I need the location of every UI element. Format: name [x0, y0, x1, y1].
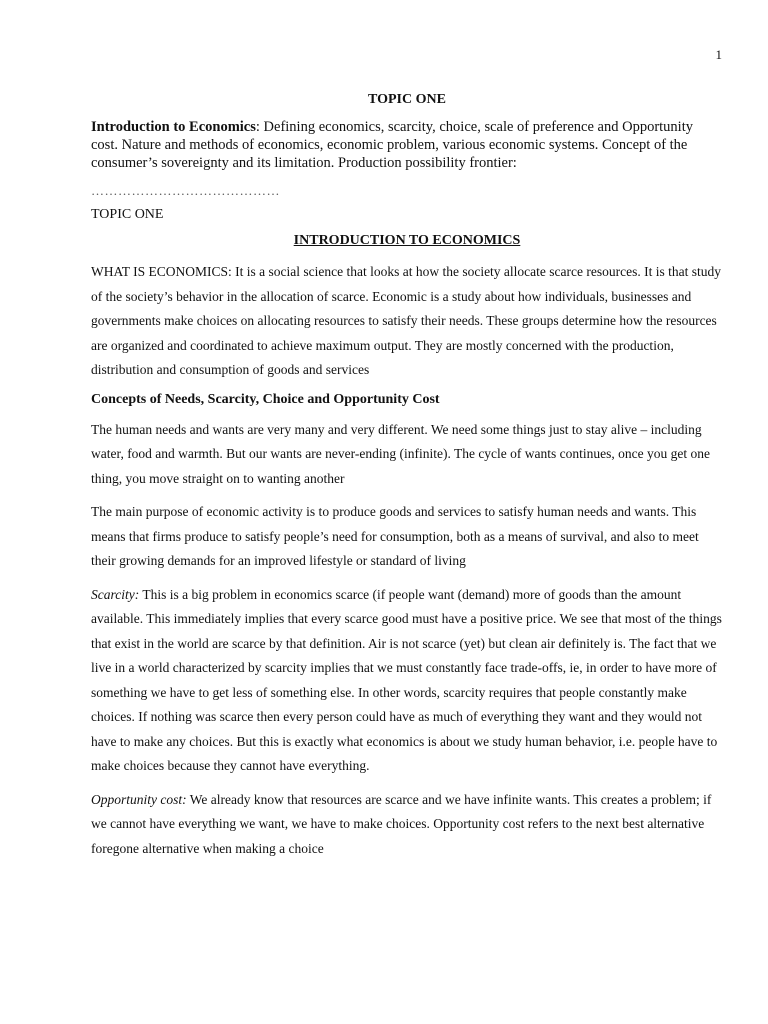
main-title: INTRODUCTION TO ECONOMICS — [293, 233, 521, 248]
dotted-separator: …………………………………… — [91, 183, 280, 198]
scarcity-label: Scarcity: — [91, 586, 140, 602]
scarcity-text: This is a big problem in economics scarce (if people want (demand) more of goods than the amount available. This immediately implies that every scarce good must have a positive price. We see that most of the things that exist in the world are scarce by that definition. Air is not scarce (yet) but clean air definitely is. The fact that we live in a world characterized by scarcity implies that we must constantly face trade-offs, ie, in order to have more of something we have to get less of something else. In other words, scarcity requires that people constantly make choices. If nothing was scarce then every person could have as much of everything they want and they would not have to make any choices. But this is exactly what economics is about we study human behavior, i.e. people have to make choices because they cannot have everything. — [91, 586, 722, 773]
intro-label: Introduction to Economics — [91, 119, 256, 135]
intro-block — [91, 118, 723, 172]
concepts-heading: Concepts of Needs, Scarcity, Choice and Opportunity Cost — [91, 391, 440, 407]
document-content — [91, 92, 723, 870]
topic-one-label: TOPIC ONE — [91, 207, 164, 222]
what-is-economics-paragraph: WHAT IS ECONOMICS: It is a social science that looks at how the society allocate scarce resources. It is that study of the society’s behavior in the allocation of scarce. Economic is a study about how individuals, businesses and governments make choices on allocating resources to satisfy their needs. These groups determine how the resources are organized and coordinated to achieve maximum output. They are mostly concerned with the production, distribution and consumption of goods and services — [91, 264, 721, 377]
topic-heading: TOPIC ONE — [368, 92, 446, 107]
needs-paragraph: The human needs and wants are very many and very different. We need some things just to stay alive – including water, food and warmth. But our wants are never-ending (infinite). The cycle of wants continues, once you get one thing, you move straight on to wanting another — [91, 421, 710, 486]
page-number: 1 — [715, 47, 722, 62]
opportunity-cost-label: Opportunity cost: — [91, 791, 187, 807]
opportunity-cost-text: We already know that resources are scarce and we have infinite wants. This creates a problem; if we cannot have everything we want, we have to make choices. Opportunity cost refers to the next best alternative foregone alternative when making a choice — [91, 791, 712, 856]
intro-text: : Defining economics, scarcity, choice, scale of preference and Opportunity cost. Nature and methods of economics, economic problem, various economic systems. Concept of the consumer’s sovereignty and its limitation. Production possibility frontier: — [91, 119, 693, 171]
opportunity-cost-paragraph — [91, 788, 723, 862]
purpose-paragraph: The main purpose of economic activity is to produce goods and services to satisfy human needs and wants. This means that firms produce to satisfy people’s need for consumption, both as a means of survival, and also to meet their growing demands for an improved lifestyle or standard of living — [91, 504, 699, 568]
scarcity-paragraph — [91, 583, 723, 779]
